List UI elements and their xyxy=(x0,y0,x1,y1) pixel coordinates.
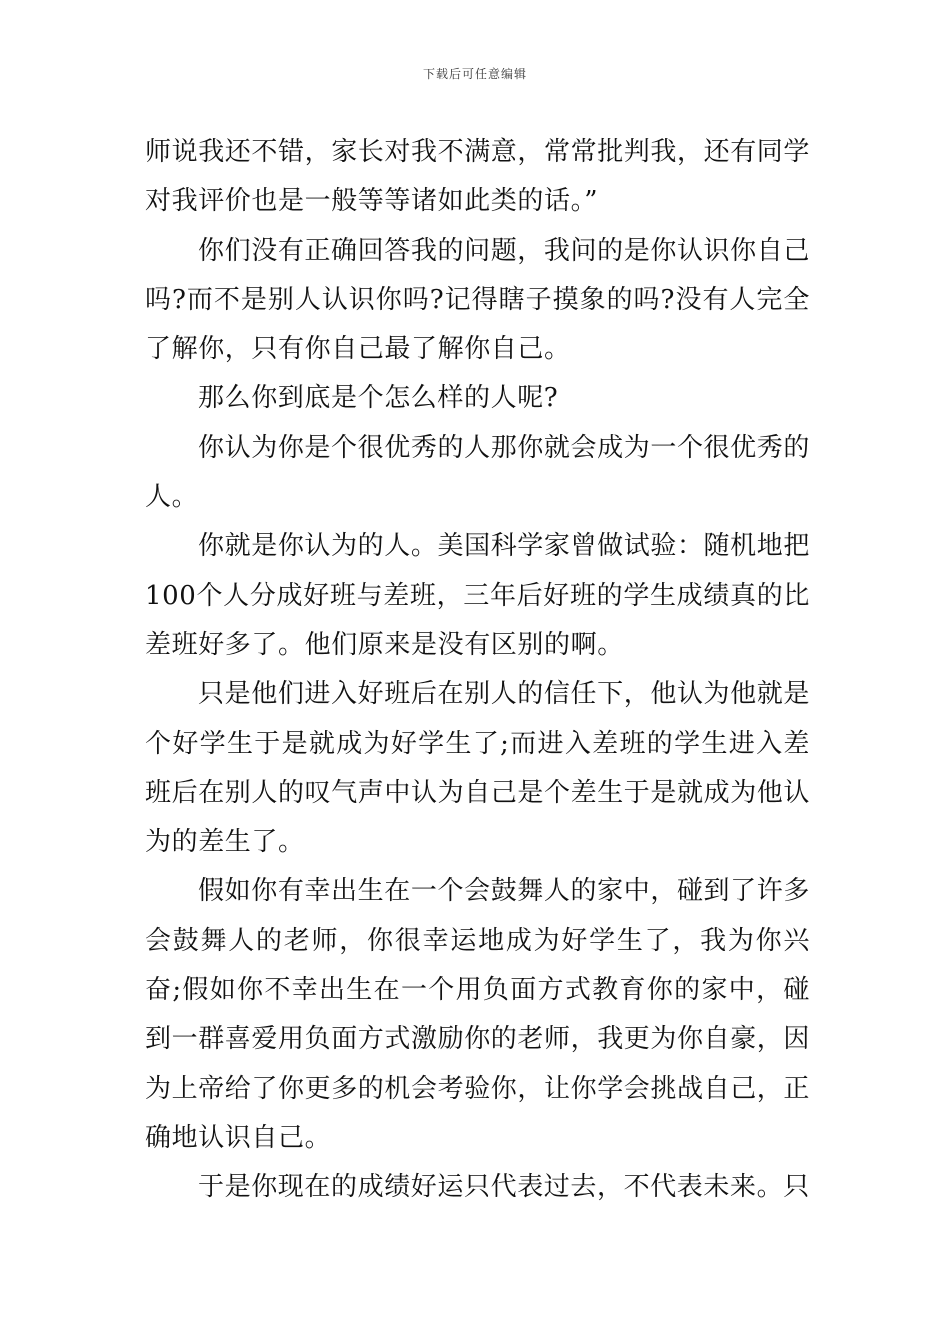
paragraph: 那么你到底是个怎么样的人呢? xyxy=(198,383,559,414)
paragraph: 假如你有幸出生在一个会鼓舞人的家中，碰到了许多会鼓舞人的老师，你很幸运地成为好学生了，我为你兴奋;假如你不幸出生在一个用负面方式教育你的家中，碰到一群喜爱用负面方式激励你的老师，我更为你自豪，因为上帝给了你更多的机会考验你，让你学会挑战自己，正确地认识自己。 xyxy=(145,876,811,1153)
paragraph: 你们没有正确回答我的问题，我问的是你认识你自己吗?而不是别人认识你吗?记得瞎子摸象的吗?没有人完全了解你，只有你自己最了解你自己。 xyxy=(145,235,810,365)
paragraph: 师说我还不错，家长对我不满意，常常批判我，还有同学对我评价也是一般等等诸如此类的话。” xyxy=(145,137,811,217)
paragraph: 只是他们进入好班后在别人的信任下，他认为他就是个好学生于是就成为好学生了;而进入差班的学生进入差班后在别人的叹气声中认为自己是个差生于是就成为他认为的差生了。 xyxy=(145,679,811,858)
document-body xyxy=(145,128,810,1213)
page-header-note: 下载后可任意编辑 xyxy=(422,67,527,81)
paragraph: 你认为你是个很优秀的人那你就会成为一个很优秀的人。 xyxy=(145,432,810,513)
paragraph: 于是你现在的成绩好运只代表过去，不代表未来。只 xyxy=(198,1172,810,1203)
paragraph: 你就是你认为的人。美国科学家曾做试验：随机地把100个人分成好班与差班，三年后好班的学生成绩真的比差班好多了。他们原来是没有区别的啊。 xyxy=(145,531,810,660)
